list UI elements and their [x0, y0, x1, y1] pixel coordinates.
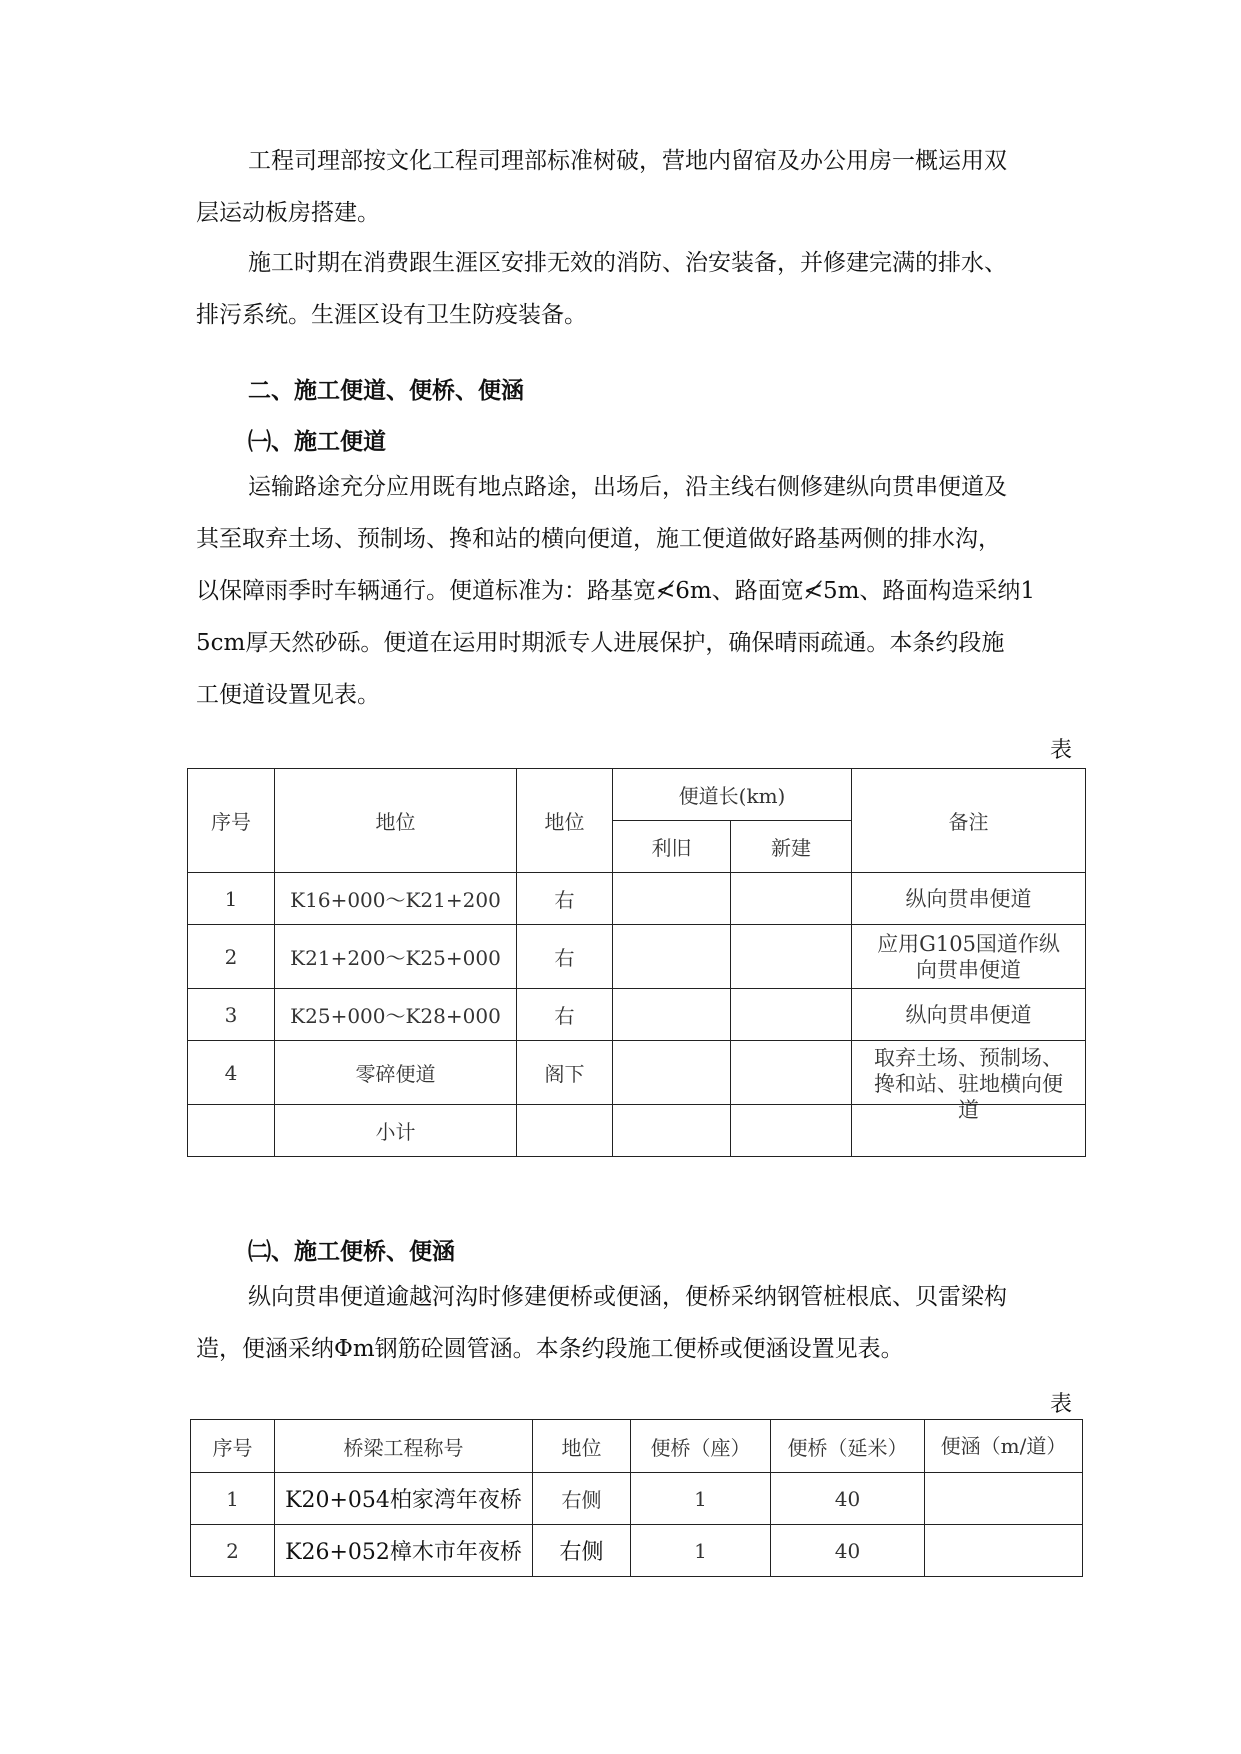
cell-seq: 2: [191, 1525, 275, 1577]
text-line: 工便道设置见表。: [196, 682, 380, 708]
header-name: 桥梁工程称号: [275, 1420, 533, 1473]
table-row: [188, 1041, 1086, 1105]
header-seq: 序号: [191, 1420, 275, 1473]
text-line: 施工时期在消费跟生涯区安排无效的消防、治安装备，并修建完满的排水、: [248, 250, 1007, 276]
header-new: 新建: [731, 821, 852, 873]
cell-side: [517, 1105, 613, 1157]
subsection-heading: ㈠、施工便道: [248, 428, 386, 455]
cell-new: [731, 1105, 852, 1157]
table-row: [188, 925, 1086, 989]
cell-remark: 纵向贯串便道: [852, 989, 1086, 1041]
cell-side: 右: [517, 925, 613, 989]
paragraph-camp: [196, 135, 1076, 239]
header-culvert: 便涵（m/道）: [925, 1420, 1083, 1473]
cell-seq: 1: [191, 1473, 275, 1525]
cell-new: [731, 873, 852, 925]
header-length: 便道长(km): [613, 769, 852, 821]
cell-location: 零碎便道: [275, 1041, 517, 1105]
table-caption: 表: [1050, 738, 1073, 763]
cell-bridge-length: 40: [771, 1473, 925, 1525]
remark-text: 应用G105国道作纵向贯串便道: [877, 931, 1060, 982]
cell-seq: 2: [188, 925, 275, 989]
paragraph-access-road: [196, 461, 1076, 721]
text-line: 排污系统。生涯区设有卫生防疫装备。: [196, 302, 587, 328]
text-line: 造，便涵采纳Φm钢筋砼圆管涵。本条约段施工便桥或便涵设置见表。: [196, 1336, 904, 1362]
cell-bridge-length: 40: [771, 1525, 925, 1577]
table-row: [188, 873, 1086, 925]
text-line: 其至取弃土场、预制场、搀和站的横向便道，施工便道做好路基两侧的排水沟，: [196, 526, 1001, 552]
cell-new: [731, 989, 852, 1041]
cell-side: 右: [517, 873, 613, 925]
cell-location: K16+000～K21+200: [275, 873, 517, 925]
cell-reuse: [613, 989, 731, 1041]
cell-name: K26+052樟木市年夜桥: [275, 1525, 533, 1577]
paragraph-bridge: [196, 1271, 1076, 1375]
cell-location: 小计: [275, 1105, 517, 1157]
bridge-culvert-table: [190, 1419, 1083, 1577]
subsection-heading: ㈡、施工便桥、便涵: [248, 1238, 455, 1265]
text-line: 以保障雨季时车辆通行。便道标准为：路基宽≮6m、路面宽≮5m、路面构造采纳1: [196, 578, 1036, 604]
cell-culvert: [925, 1473, 1083, 1525]
cell-side: 阁下: [517, 1041, 613, 1105]
header-bridge-count: 便桥（座）: [631, 1420, 771, 1473]
text-line: 层运动板房搭建。: [196, 200, 380, 226]
cell-reuse: [613, 873, 731, 925]
header-reuse: 利旧: [613, 821, 731, 873]
cell-bridge-count: 1: [631, 1473, 771, 1525]
section-heading: 二、施工便道、便桥、便涵: [248, 377, 524, 404]
cell-remark: [852, 925, 1086, 989]
cell-bridge-count: 1: [631, 1525, 771, 1577]
table-caption: 表: [1050, 1392, 1073, 1417]
table-row: [188, 989, 1086, 1041]
cell-seq: 4: [188, 1041, 275, 1105]
table-row-subtotal: [188, 1105, 1086, 1157]
cell-reuse: [613, 925, 731, 989]
cell-remark: 纵向贯串便道: [852, 873, 1086, 925]
cell-reuse: [613, 1041, 731, 1105]
cell-new: [731, 925, 852, 989]
header-remark: 备注: [852, 769, 1086, 873]
table-row: [191, 1525, 1083, 1577]
cell-new: [731, 1041, 852, 1105]
cell-location: K21+200～K25+000: [275, 925, 517, 989]
header-location: 地位: [275, 769, 517, 873]
cell-seq: [188, 1105, 275, 1157]
header-bridge-length: 便桥（延米）: [771, 1420, 925, 1473]
cell-remark: [852, 1041, 1086, 1122]
text-line: 运输路途充分应用既有地点路途，出场后，沿主线右侧修建纵向贯串便道及: [248, 474, 1007, 500]
cell-side: 右侧: [533, 1473, 631, 1525]
header-side: 地位: [533, 1420, 631, 1473]
cell-reuse: [613, 1105, 731, 1157]
text-line: 5cm厚天然砂砾。便道在运用时期派专人进展保护，确保晴雨疏通。本条约段施: [196, 630, 1005, 656]
cell-side: 右侧: [533, 1525, 631, 1577]
header-seq: 序号: [188, 769, 275, 873]
text-line: 工程司理部按文化工程司理部标准树破，营地内留宿及办公用房一概运用双: [248, 148, 1007, 174]
text-line: 纵向贯串便道逾越河沟时修建便桥或便涵，便桥采纳钢管桩根底、贝雷梁构: [248, 1284, 1007, 1310]
access-road-table: [187, 768, 1086, 1157]
header-side: 地位: [517, 769, 613, 873]
cell-seq: 3: [188, 989, 275, 1041]
remark-text: 取弃土场、预制场、搀和站、驻地横向便道: [874, 1046, 1064, 1122]
table-row: [191, 1473, 1083, 1525]
cell-seq: 1: [188, 873, 275, 925]
cell-culvert: [925, 1525, 1083, 1577]
paragraph-safety: [196, 237, 1076, 341]
cell-name: K20+054柏家湾年夜桥: [275, 1473, 533, 1525]
cell-side: 右: [517, 989, 613, 1041]
cell-location: K25+000～K28+000: [275, 989, 517, 1041]
